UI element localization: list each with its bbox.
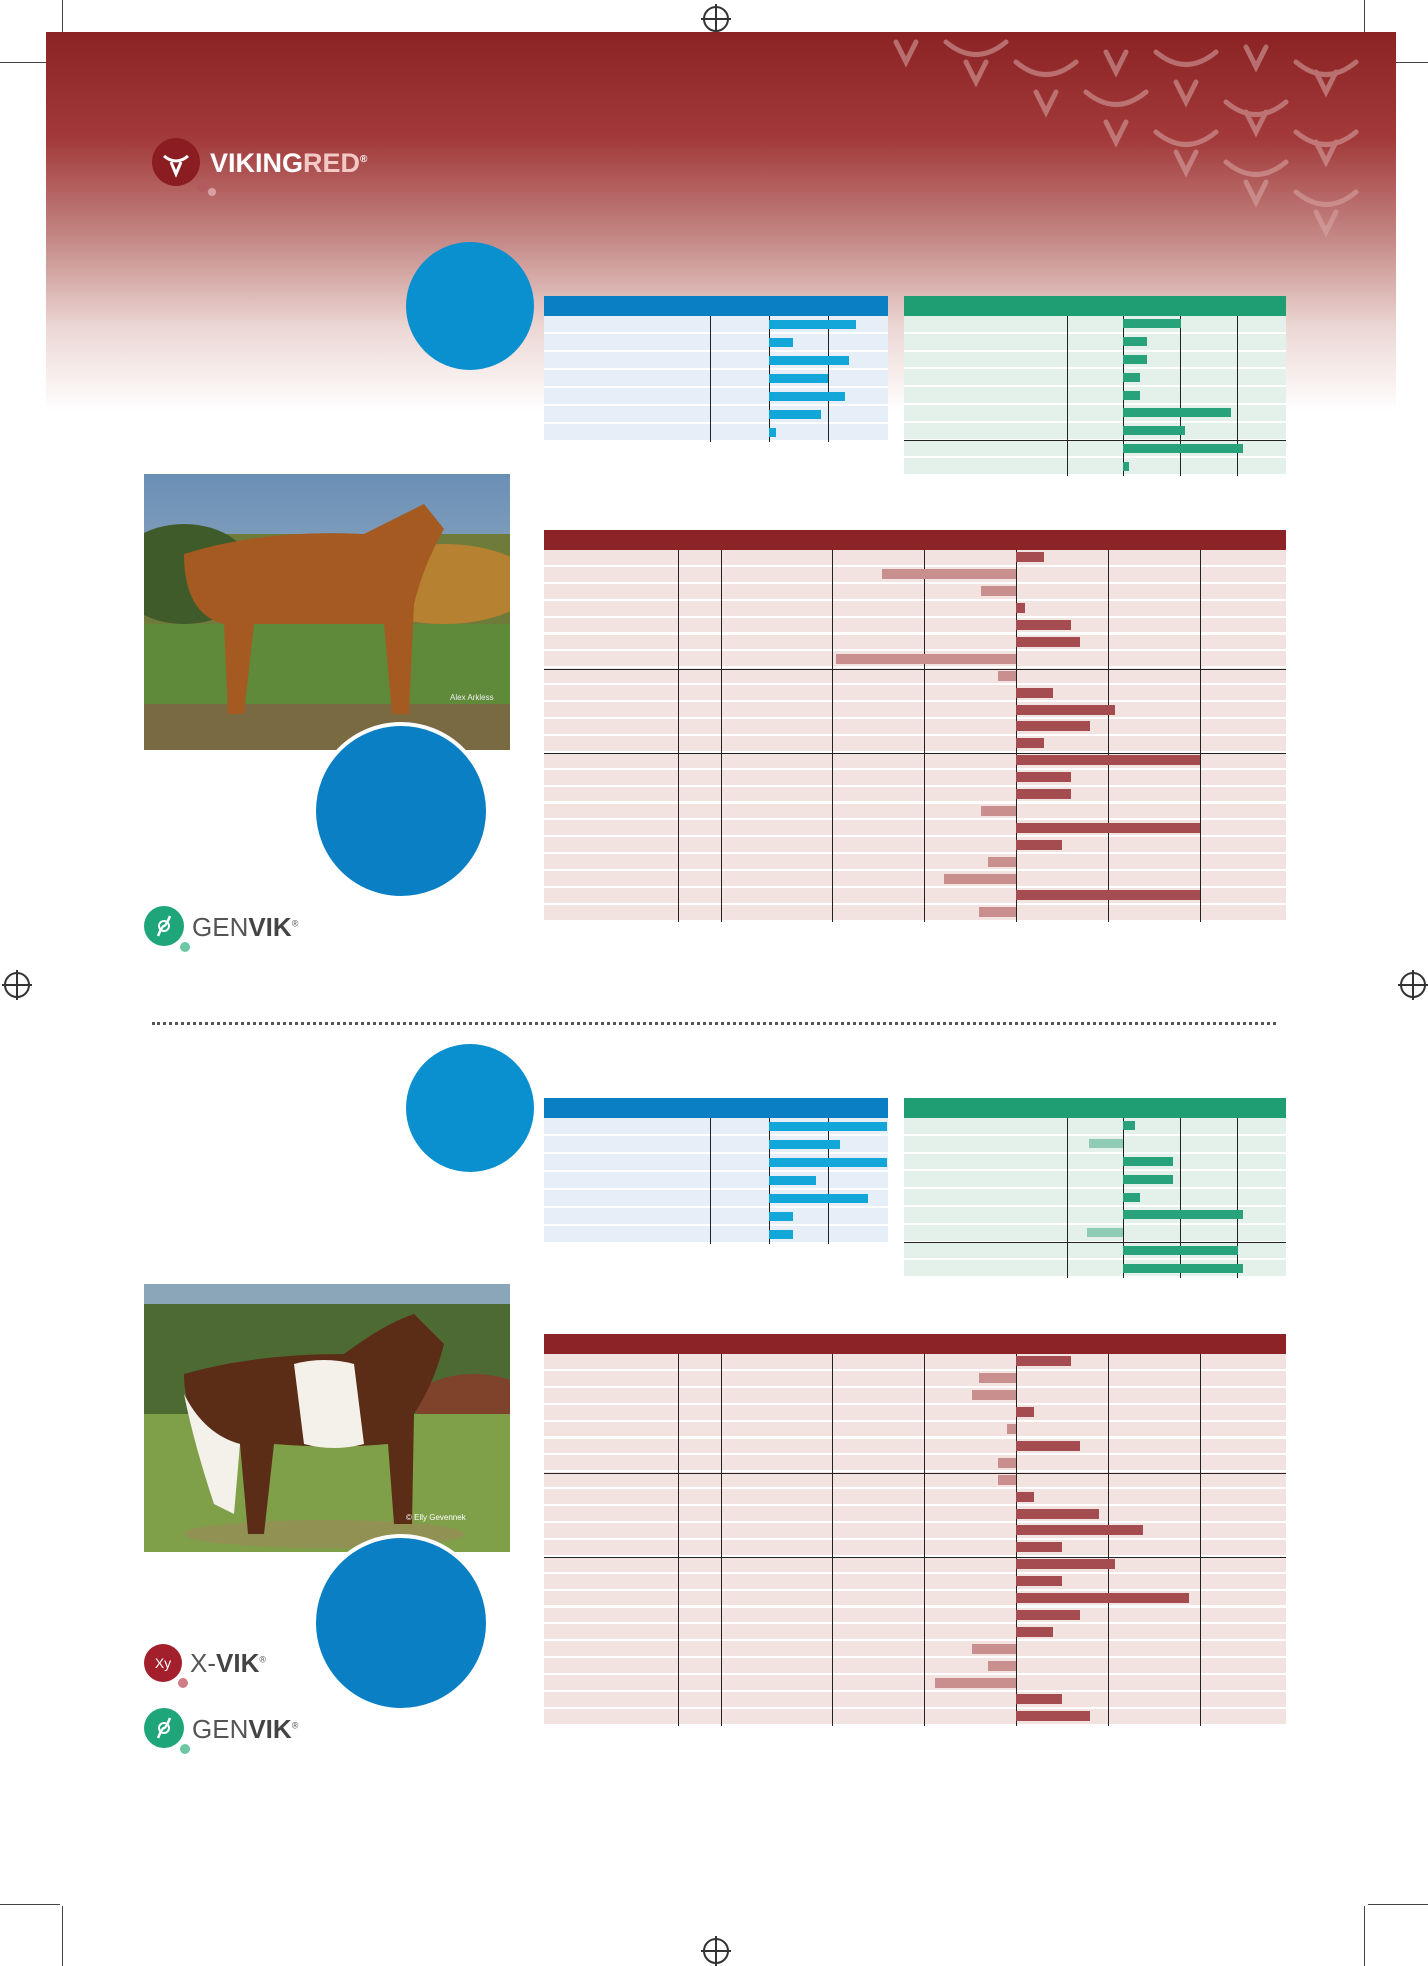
logo-dot bbox=[178, 1678, 188, 1688]
value-bar bbox=[1123, 426, 1185, 435]
registration-mark-right bbox=[1400, 972, 1426, 998]
value-bar bbox=[769, 1158, 887, 1167]
value-bar bbox=[1123, 355, 1147, 364]
value-bar bbox=[1123, 319, 1181, 328]
value-bar bbox=[1016, 1576, 1062, 1586]
value-bar bbox=[1016, 1711, 1090, 1721]
bull1-production-table bbox=[544, 296, 888, 442]
value-bar bbox=[1016, 552, 1044, 562]
logo-dot bbox=[208, 188, 216, 196]
genvik-logo bbox=[144, 904, 324, 956]
photo-credit: Alex Arkless bbox=[450, 693, 494, 702]
bull1-conformation-table bbox=[544, 530, 1286, 922]
value-bar bbox=[1123, 1264, 1243, 1273]
genvik-text-part1: GEN bbox=[192, 1714, 249, 1744]
brand-name-part2: RED bbox=[303, 148, 361, 178]
value-bar bbox=[972, 1390, 1016, 1400]
value-bar bbox=[979, 907, 1016, 917]
value-bar bbox=[981, 586, 1016, 596]
value-bar bbox=[1123, 373, 1140, 382]
value-bar bbox=[769, 374, 828, 383]
vikingred-logo bbox=[152, 136, 392, 196]
production-table-header bbox=[544, 1098, 888, 1118]
value-bar bbox=[769, 338, 793, 347]
value-bar bbox=[1016, 1542, 1062, 1552]
value-bar bbox=[1123, 1246, 1238, 1255]
dna-icon bbox=[144, 1708, 184, 1748]
bull1-photo bbox=[144, 474, 510, 750]
genvik-text-part2: VIK bbox=[248, 1714, 292, 1744]
value-bar bbox=[769, 1230, 793, 1239]
value-bar bbox=[1016, 688, 1053, 698]
value-bar bbox=[1016, 789, 1071, 799]
bull2-conformation-table bbox=[544, 1334, 1286, 1726]
value-bar bbox=[935, 1678, 1016, 1688]
value-bar bbox=[1016, 1627, 1053, 1637]
value-bar bbox=[988, 1661, 1016, 1671]
value-bar bbox=[979, 1373, 1016, 1383]
brand-reg-mark: ® bbox=[360, 154, 368, 165]
value-bar bbox=[769, 428, 776, 437]
value-bar bbox=[1016, 1492, 1034, 1502]
value-bar bbox=[1016, 890, 1200, 900]
value-bar bbox=[1016, 1509, 1099, 1519]
value-bar bbox=[1089, 1139, 1123, 1148]
value-bar bbox=[1016, 1559, 1115, 1569]
genvik-text-part2: VIK bbox=[248, 912, 292, 942]
crop-mark bbox=[1368, 1904, 1428, 1905]
logo-dot bbox=[180, 1744, 190, 1754]
value-bar bbox=[1016, 823, 1200, 833]
bull1-index-circle bbox=[406, 242, 534, 370]
value-bar bbox=[1016, 1593, 1189, 1603]
value-bar bbox=[1123, 1193, 1140, 1202]
bull1-genomic-circle bbox=[312, 722, 490, 900]
value-bar bbox=[769, 1194, 868, 1203]
value-bar bbox=[1016, 1694, 1062, 1704]
bull2-health-table bbox=[904, 1098, 1286, 1278]
registration-mark-left bbox=[4, 972, 30, 998]
value-bar bbox=[769, 356, 849, 365]
value-bar bbox=[769, 320, 856, 329]
value-bar bbox=[769, 410, 821, 419]
value-bar bbox=[769, 1212, 793, 1221]
value-bar bbox=[1016, 1525, 1143, 1535]
value-bar bbox=[981, 806, 1016, 816]
value-bar bbox=[1087, 1228, 1123, 1237]
value-bar bbox=[1007, 1424, 1016, 1434]
value-bar bbox=[882, 569, 1016, 579]
brand-name-part1: VIKING bbox=[210, 148, 304, 178]
value-bar bbox=[769, 1122, 887, 1131]
value-bar bbox=[944, 874, 1016, 884]
value-bar bbox=[1123, 1210, 1243, 1219]
value-bar bbox=[1016, 705, 1115, 715]
photo-credit: © Elly Gevennek bbox=[406, 1513, 466, 1522]
value-bar bbox=[769, 1176, 816, 1185]
value-bar bbox=[1016, 1610, 1080, 1620]
value-bar bbox=[1123, 444, 1243, 453]
value-bar bbox=[1016, 840, 1062, 850]
genvik-text-part1: GEN bbox=[192, 912, 249, 942]
bull1-health-table bbox=[904, 296, 1286, 476]
value-bar bbox=[1016, 1356, 1071, 1366]
value-bar bbox=[1016, 637, 1080, 647]
value-bar bbox=[1123, 1157, 1173, 1166]
bull2-production-table bbox=[544, 1098, 888, 1244]
crop-mark bbox=[0, 1904, 60, 1905]
value-bar bbox=[1016, 755, 1200, 765]
bull2-index-circle bbox=[406, 1044, 534, 1172]
value-bar bbox=[972, 1644, 1016, 1654]
value-bar bbox=[1016, 772, 1071, 782]
xvik-text-part2: VIK bbox=[216, 1648, 260, 1678]
horns-icon bbox=[152, 138, 200, 186]
value-bar bbox=[998, 1458, 1016, 1468]
crop-mark bbox=[62, 1906, 63, 1966]
section-divider bbox=[152, 1022, 1276, 1025]
bull2-genomic-circle bbox=[312, 1534, 490, 1712]
production-table-header bbox=[544, 296, 888, 316]
dna-icon bbox=[144, 906, 184, 946]
value-bar bbox=[988, 857, 1016, 867]
xvik-badge-icon bbox=[144, 1644, 182, 1682]
bull2-photo bbox=[144, 1284, 510, 1552]
health-table-header bbox=[904, 1098, 1286, 1118]
value-bar bbox=[1123, 408, 1231, 417]
value-bar bbox=[1016, 738, 1044, 748]
health-table-header bbox=[904, 296, 1286, 316]
value-bar bbox=[1016, 603, 1025, 613]
xvik-badge-text: Xy bbox=[154, 1655, 172, 1671]
value-bar bbox=[769, 1140, 840, 1149]
value-bar bbox=[1016, 620, 1071, 630]
value-bar bbox=[1123, 1121, 1135, 1130]
value-bar bbox=[1123, 391, 1140, 400]
crop-mark bbox=[1364, 1906, 1365, 1966]
xvik-reg-mark: ® bbox=[259, 1654, 266, 1665]
value-bar bbox=[1123, 462, 1129, 471]
conformation-table-header bbox=[544, 1334, 1286, 1354]
genvik-logo bbox=[144, 1706, 324, 1758]
bull1-photo-image bbox=[144, 474, 510, 750]
value-bar bbox=[769, 392, 845, 401]
logo-dot bbox=[180, 942, 190, 952]
bull-head-icon bbox=[152, 138, 200, 186]
xvik-text-part1: X- bbox=[190, 1648, 216, 1678]
bull2-photo-image bbox=[144, 1284, 510, 1552]
horn-pattern-decoration bbox=[836, 32, 1396, 252]
value-bar bbox=[998, 1475, 1016, 1485]
value-bar bbox=[1016, 1441, 1080, 1451]
genvik-reg-mark: ® bbox=[291, 1720, 299, 1731]
registration-mark-bottom bbox=[703, 1938, 729, 1964]
registration-mark-top bbox=[703, 6, 729, 32]
logo-dot bbox=[196, 180, 208, 192]
conformation-table-header bbox=[544, 530, 1286, 550]
value-bar bbox=[1123, 1175, 1173, 1184]
value-bar bbox=[1016, 1407, 1034, 1417]
genvik-reg-mark: ® bbox=[291, 918, 299, 929]
value-bar bbox=[836, 654, 1016, 664]
value-bar bbox=[998, 671, 1016, 681]
xvik-logo bbox=[144, 1642, 284, 1692]
value-bar bbox=[1123, 337, 1147, 346]
value-bar bbox=[1016, 721, 1090, 731]
